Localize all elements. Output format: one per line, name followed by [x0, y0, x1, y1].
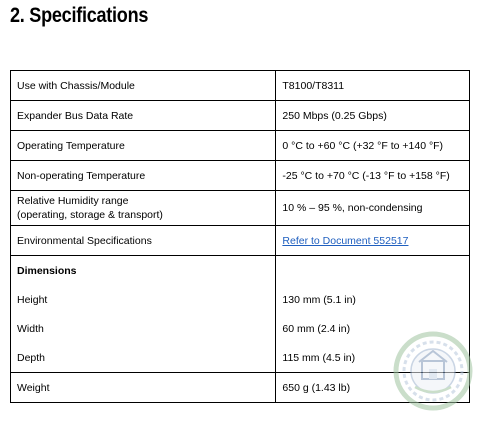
table-row	[11, 285, 470, 314]
table-row	[11, 71, 470, 101]
spec-value: 250 Mbps (0.25 Gbps)	[276, 101, 470, 131]
table-row	[11, 131, 470, 161]
spec-value: 650 g (1.43 lb)	[276, 373, 470, 403]
spec-value: 130 mm (5.1 in)	[276, 285, 470, 314]
spec-label-line: Relative Humidity range	[17, 195, 129, 207]
spec-value-cell	[276, 226, 470, 256]
table-row	[11, 256, 470, 286]
spec-sublabel: Width	[11, 314, 276, 343]
spec-sublabel: Depth	[11, 343, 276, 373]
spec-sublabel: Height	[11, 285, 276, 314]
spec-label: Expander Bus Data Rate	[11, 101, 276, 131]
page-title: 2. Specifications	[10, 4, 149, 27]
table-row	[11, 101, 470, 131]
spec-label-line: (operating, storage & transport)	[17, 209, 163, 221]
spec-label: Use with Chassis/Module	[11, 71, 276, 101]
dimensions-heading: Dimensions	[11, 256, 276, 286]
table-row	[11, 226, 470, 256]
table-row	[11, 161, 470, 191]
spec-value-empty	[276, 256, 470, 286]
table-row	[11, 191, 470, 226]
spec-label: Non-operating Temperature	[11, 161, 276, 191]
spec-label: Operating Temperature	[11, 131, 276, 161]
spec-value: -25 °C to +70 °C (-13 °F to +158 °F)	[276, 161, 470, 191]
spec-label: Environmental Specifications	[11, 226, 276, 256]
spec-value: T8100/T8311	[276, 71, 470, 101]
spec-label: Weight	[11, 373, 276, 403]
document-reference-link[interactable]: Refer to Document 552517	[282, 234, 409, 247]
circular-seal-watermark-icon	[393, 331, 473, 411]
spec-value: 60 mm (2.4 in)	[276, 314, 470, 343]
spec-value: 10 % – 95 %, non-condensing	[276, 191, 470, 226]
spec-label	[11, 191, 276, 226]
spec-value: 115 mm (4.5 in)	[276, 343, 470, 373]
spec-value: 0 °C to +60 °C (+32 °F to +140 °F)	[276, 131, 470, 161]
